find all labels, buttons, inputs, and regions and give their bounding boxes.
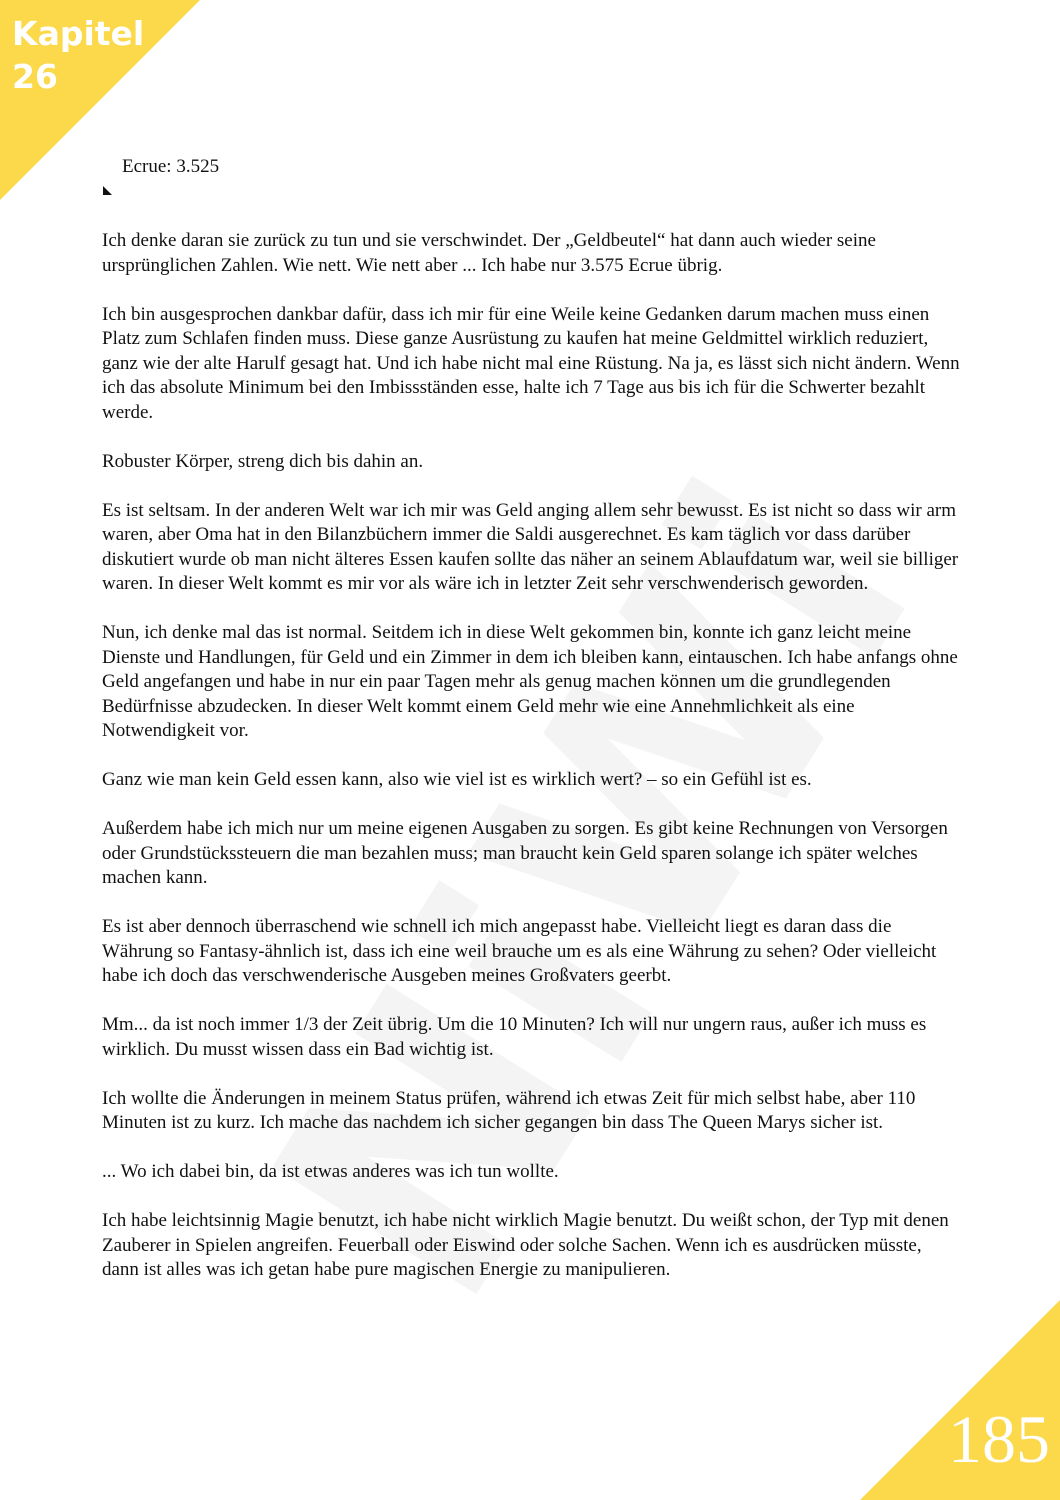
paragraph: Nun, ich denke mal das ist normal. Seitdem ich in diese Welt gekommen bin, konnte ich ganz leicht meine Dienste und Handlungen, für Geld und ein Zimmer in dem ich bleiben kann, eintauschen. Ich habe anfangs ohne Geld angefangen und habe in nur ein paar Tagen mehr als genug machen können um die grundlegenden Bedürfnisse abzudecken. In dieser Welt kommt einem Geld mehr wie eine Annehmlichkeit als eine Notwendigkeit vor. xyxy=(102,622,958,741)
paragraph: Ich wollte die Änderungen in meinem Status prüfen, während ich etwas Zeit für mich selbst habe, aber 110 Minuten ist zu kurz. Ich mache das nachdem ich sicher gegangen bin dass The Queen Marys sicher ist. xyxy=(102,1087,916,1133)
chapter-number: 26 xyxy=(12,57,58,96)
paragraph: Ich denke daran sie zurück zu tun und sie verschwindet. Der „Geldbeutel“ hat dann auch wieder seine ursprünglichen Zahlen. Wie nett. Wie nett aber ... Ich habe nur 3.575 Ecrue übrig. xyxy=(102,230,876,276)
paragraph: Außerdem habe ich mich nur um meine eigenen Ausgaben zu sorgen. Es gibt keine Rechnungen von Versorgen oder Grundstückssteuern die man bezahlen muss; man braucht kein Geld sparen solange ich später welches machen kann. xyxy=(102,818,948,888)
paragraph: Ich bin ausgesprochen dankbar dafür, dass ich mir für eine Weile keine Gedanken darum machen muss einen Platz zum Schlafen finden muss. Diese ganze Ausrüstung zu kaufen hat meine Geldmittel wirklich reduziert, ganz wie der alte Harulf gesagt hat. Und ich habe nicht mal eine Rüstung. Na ja, es lässt sich nicht ändern. Wenn ich das absolute Minimum bei den Imbissständen esse, halte ich 7 Tage aus bis ich für die Schwerter bezahlt werde. xyxy=(102,303,960,423)
page-number: 185 xyxy=(948,1401,1050,1477)
paragraph: ... Wo ich dabei bin, da ist etwas anderes was ich tun wollte. xyxy=(102,1161,559,1182)
chapter-body xyxy=(102,229,962,1307)
chapter-word: Kapitel xyxy=(12,14,145,53)
text-cursor-icon xyxy=(103,186,112,195)
paragraph: Es ist seltsam. In der anderen Welt war ich mir was Geld anging allem sehr bewusst. Es ist nicht so dass wir arm waren, aber Oma hat in den Bilanzbüchern immer die Saldi ausgerechnet. Es kam täglich vor dass darüber diskutiert wurde ob man nicht älteres Essen kaufen sollte das näher an seinem Ablaufdatum war, weil sie billiger waren. In dieser Welt kommt es mir vor als wäre ich in letzter Zeit sehr verschwenderisch geworden. xyxy=(102,499,959,594)
chapter-label xyxy=(12,12,144,98)
paragraph: Es ist aber dennoch überraschend wie schnell ich mich angepasst habe. Vielleicht liegt es daran dass die Währung so Fantasy-ähnlich ist, dass ich eine weil brauche um es als eine Währung zu sehen? Oder vielleicht habe ich doch das verschwenderische Ausgeben meines Großvaters geerbt. xyxy=(102,916,937,986)
paragraph: Ich habe leichtsinnig Magie benutzt, ich habe nicht wirklich Magie benutzt. Du weißt schon, der Typ mit denen Zauberer in Spielen angreifen. Feuerball oder Eiswind oder solche Sachen. Wenn ich es ausdrücken müsste, dann ist alles was ich getan habe pure magischen Energie zu manipulieren. xyxy=(102,1210,949,1280)
currency-readout: Ecrue: 3.525 xyxy=(122,156,220,177)
paragraph: Ganz wie man kein Geld essen kann, also wie viel ist es wirklich wert? – so ein Gefühl ist es. xyxy=(102,769,812,790)
paragraph: Robuster Körper, streng dich bis dahin an. xyxy=(102,450,424,472)
paragraph: Mm... da ist noch immer 1/3 der Zeit übrig. Um die 10 Minuten? Ich will nur ungern raus, außer ich muss es wirklich. Du musst wissen dass ein Bad wichtig ist. xyxy=(102,1014,927,1060)
